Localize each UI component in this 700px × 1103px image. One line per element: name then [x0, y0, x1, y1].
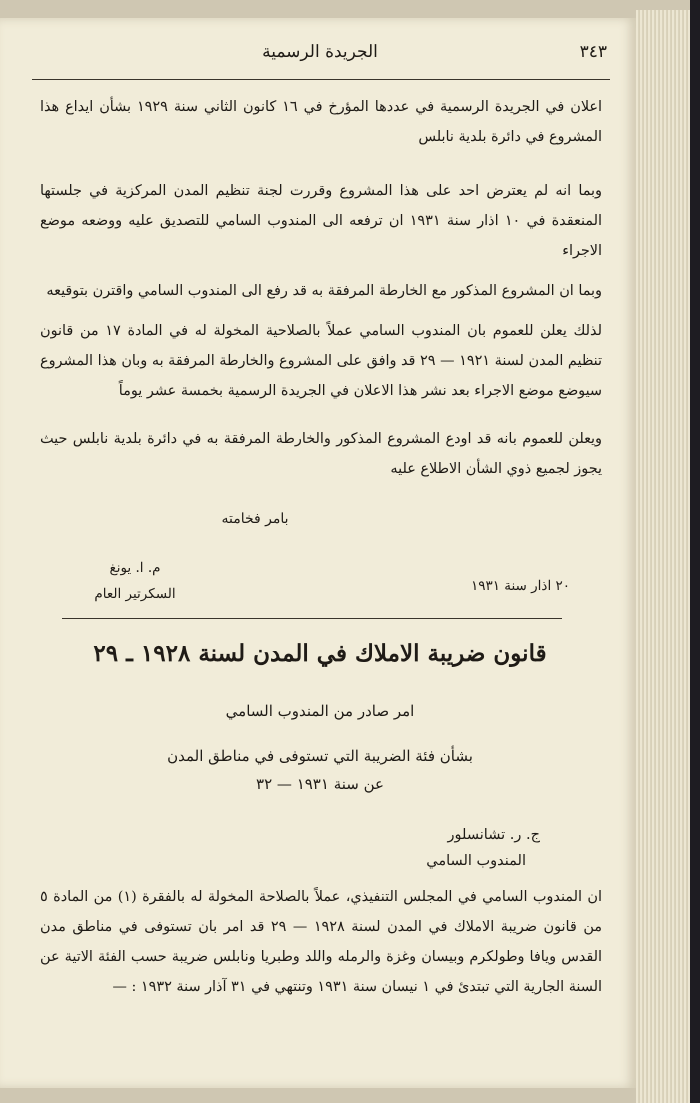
by-order-line: بامر فخامته: [221, 511, 289, 527]
notice-paragraph-5: ويعلن للعموم بانه قد اودع المشروع المذكور والخارطة المرفقة به في دائرة بلدية نابلس حيث يجوز لجميع ذوي الشأن الاطلاع عليه: [40, 431, 602, 477]
commissioner-block: [300, 822, 540, 874]
book-cover-rim: [690, 0, 700, 1103]
page-number: ٣٤٣: [579, 42, 607, 62]
commissioner-title: المندوب السامي: [426, 853, 526, 869]
notice-paragraph-2: وبما انه لم يعترض احد على هذا المشروع وقررت لجنة تنظيم المدن المركزية في جلستها المنعقدة في ١٠ اذار سنة ١٩٣١ ان ترفعه الى المندوب السامي للتصديق عليه ووضعه موضع الاجراء: [40, 183, 602, 259]
running-title: الجريدة الرسمية: [262, 42, 378, 62]
subject-line-2: عن سنة ١٩٣١ — ٣٢: [256, 775, 384, 793]
notice-paragraph-3: وبما ان المشروع المذكور مع الخارطة المرفقة به قد رفع الى المندوب السامي واقترن بتوقيعه: [46, 283, 602, 299]
law-title: قانون ضريبة الاملاك في المدن لسنة ١٩٢٨ ـ ٢٩: [93, 640, 547, 667]
notice-date: ٢٠ اذار سنة ١٩٣١: [470, 578, 570, 594]
signer-name: م. ا. يونغ: [109, 560, 161, 576]
decree-line: امر صادر من المندوب السامي: [225, 702, 415, 720]
section-divider: [62, 618, 562, 619]
signature-block: [60, 555, 210, 607]
header-rule: [32, 79, 610, 80]
subject-line-1: بشأن فئة الضريبة التي تستوفى في مناطق المدن: [167, 747, 473, 765]
subject-block: [130, 742, 510, 798]
notice-paragraph-4: لذلك يعلن للعموم بان المندوب السامي عملاً بالصلاحية المخولة له في المادة ١٧ من قانون تنظيم المدن لسنة ١٩٢١ — ٢٩ قد وافق على المشروع والخارطة المرفقة به وبان هذا المشروع سيوضع موضع الاجراء بعد نشر هذا الاعلان في الجريدة الرسمية بخمسة عشر يوماً: [40, 323, 603, 399]
signer-title: السكرتير العام: [94, 586, 176, 602]
law-body-paragraph: ان المندوب السامي في المجلس التنفيذي، عملاً بالصلاحة المخولة له بالفقرة (١) من المادة ٥ من قانون ضريبة الاملاك في المدن لسنة ١٩٢٨ — ٢٩ قد امر بان تستوفى في مناطق مدن القدس ويافا وطولكرم وبيسان وغزة والرمله واللد وطبريا ونابلس ضريبة حسب الفئة الاتية عن السنة الجارية التي تبتدئ في ١ نيسان سنة ١٩٣١ وتنتهي في ٣١ آذار سنة ١٩٣٢ : —: [40, 889, 602, 995]
notice-paragraph-1: اعلان في الجريدة الرسمية في عددها المؤرخ في ١٦ كانون الثاني سنة ١٩٢٩ بشأن ايداع هذا المشروع في دائرة بلدية نابلس: [40, 99, 602, 145]
commissioner-name: ج. ر. تشانسلور: [447, 827, 540, 843]
